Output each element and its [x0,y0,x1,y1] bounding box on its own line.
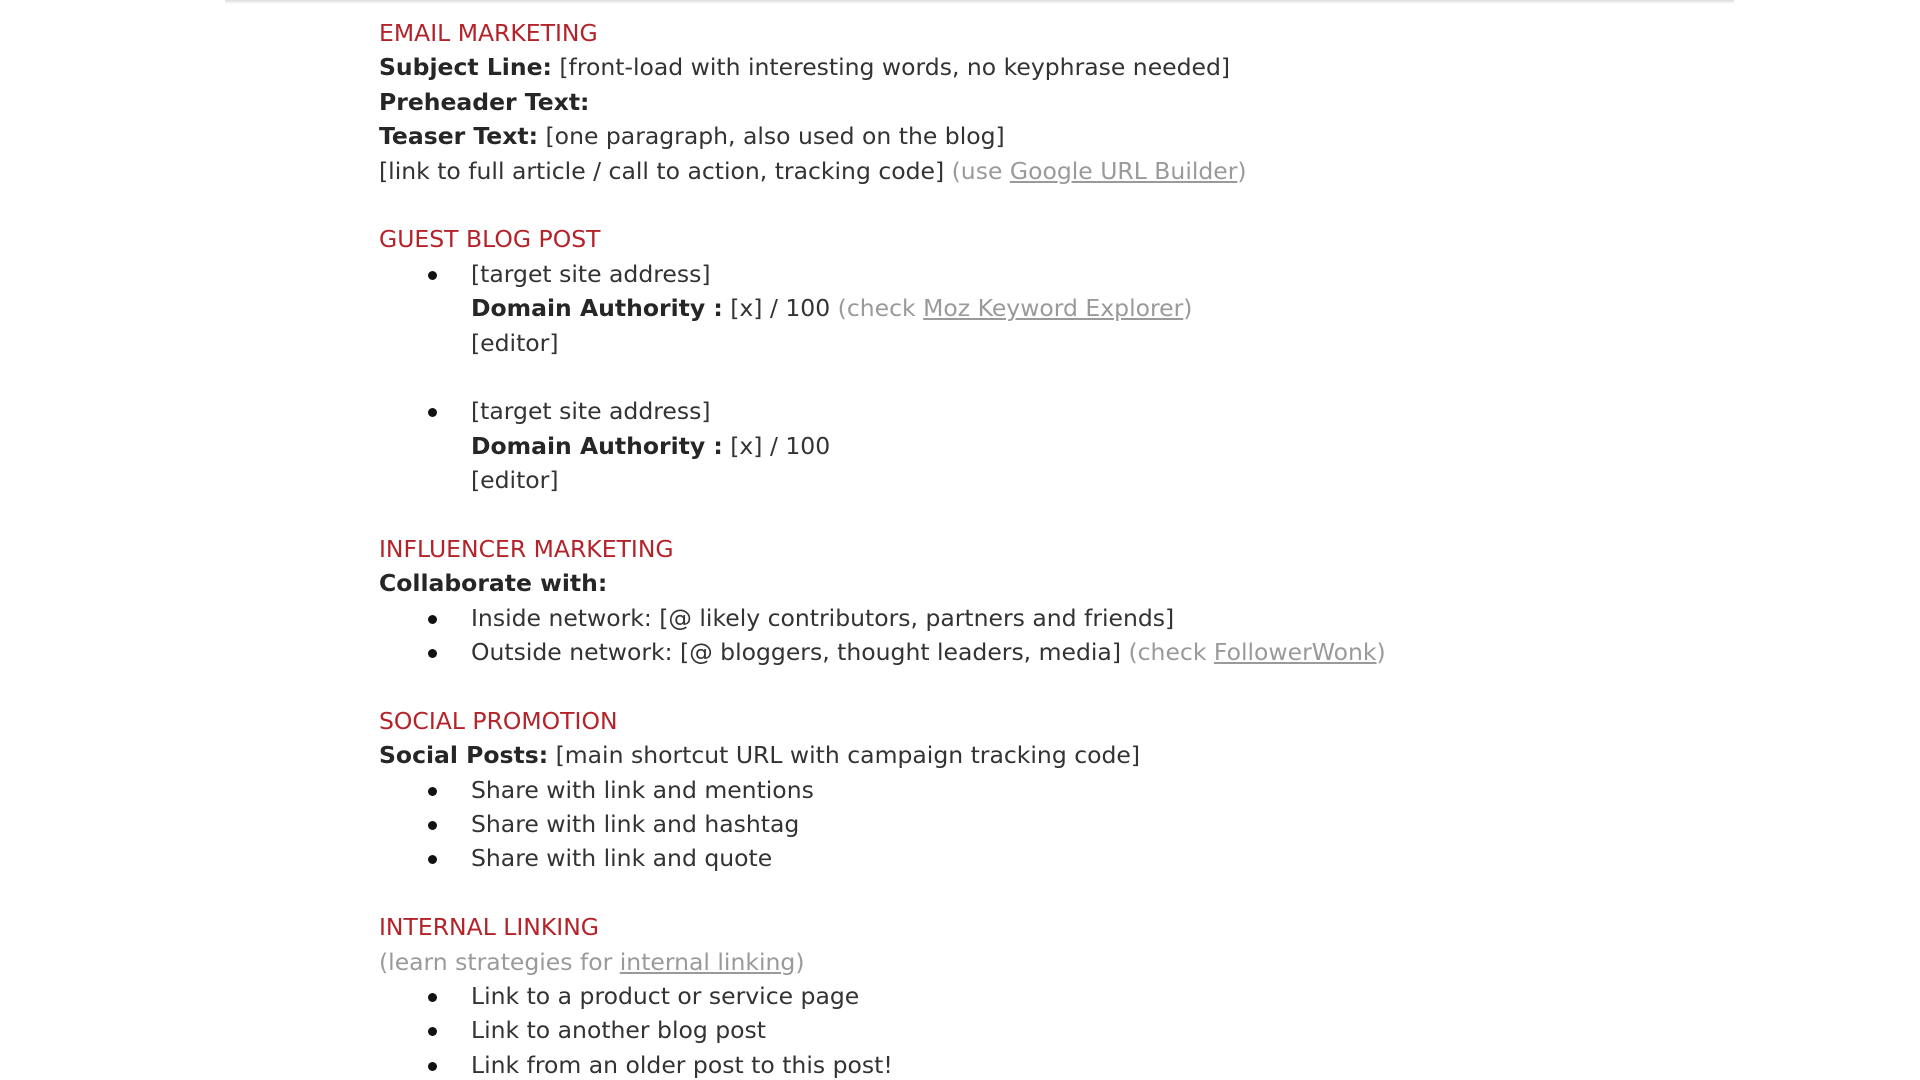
list-item: Link from an older post to this post! [379,1048,1679,1080]
collaborate-row [379,566,1679,600]
list-item: [target site address] [379,257,1679,291]
social-posts-row [379,738,1679,772]
learn-suffix: ) [795,947,805,976]
teaser-text: [one paragraph, also used on the blog] [538,122,1005,151]
email-marketing-heading: EMAIL MARKETING [379,19,598,47]
teaser-row [379,119,1679,153]
learn-prefix: (learn strategies for [379,947,620,976]
link-cta-row [379,154,1679,188]
internal-linking-link[interactable]: internal linking [619,947,796,976]
check-suffix: ) [1183,294,1193,323]
use-suffix: ) [1237,156,1247,185]
subject-line-row [379,50,1679,84]
moz-keyword-explorer-link[interactable]: Moz Keyword Explorer [923,294,1184,323]
domain-authority-value: [x] / 100 [722,431,831,460]
list-item: Link to a product or service page [379,979,1679,1013]
learn-strategies-row [379,945,1679,979]
list-item: Share with link and quote [379,841,1679,875]
domain-authority-label: Domain Authority : [471,294,723,323]
domain-authority-row [379,291,1679,325]
check-prefix: (check [1128,638,1214,667]
subject-line-text: [front-load with interesting words, no keyphrase needed] [551,53,1231,82]
outside-network-text: Outside network: [@ bloggers, thought leaders, media] [471,638,1129,667]
followerwonk-link[interactable]: FollowerWonk [1213,638,1377,667]
link-cta-text: [link to full article / call to action, tracking code] [379,156,952,185]
domain-authority-value: [x] / 100 [722,294,838,323]
editor-line: [editor] [471,328,559,357]
social-posts-label: Social Posts: [379,741,549,770]
teaser-label: Teaser Text: [379,122,539,151]
page-top-edge [225,0,1734,4]
list-item: Share with link and hashtag [379,807,1679,841]
document-body [379,16,1679,1080]
preheader-row [379,85,1679,119]
editor-line: [editor] [471,466,559,495]
domain-authority-label: Domain Authority : [471,431,723,460]
preheader-label: Preheader Text: [379,87,590,116]
internal-linking-heading: INTERNAL LINKING [379,913,599,942]
list-item: Link to another blog post [379,1013,1679,1047]
google-url-builder-link[interactable]: Google URL Builder [1009,156,1238,185]
list-item: Inside network: [@ likely contributors, partners and friends] [379,601,1679,635]
domain-authority-row [379,429,1679,463]
collaborate-label: Collaborate with: [379,569,608,598]
check-suffix: ) [1376,638,1386,667]
list-item: [target site address] [379,394,1679,428]
influencer-marketing-heading: INFLUENCER MARKETING [379,534,674,563]
guest-blog-heading: GUEST BLOG POST [379,225,601,254]
check-prefix: (check [837,294,924,323]
social-posts-text: [main shortcut URL with campaign tracking code] [548,741,1141,770]
use-prefix: (use [951,156,1010,185]
subject-line-label: Subject Line: [379,53,552,82]
list-item [379,635,1679,669]
social-promotion-heading: SOCIAL PROMOTION [379,706,618,735]
list-item: Share with link and mentions [379,773,1679,807]
